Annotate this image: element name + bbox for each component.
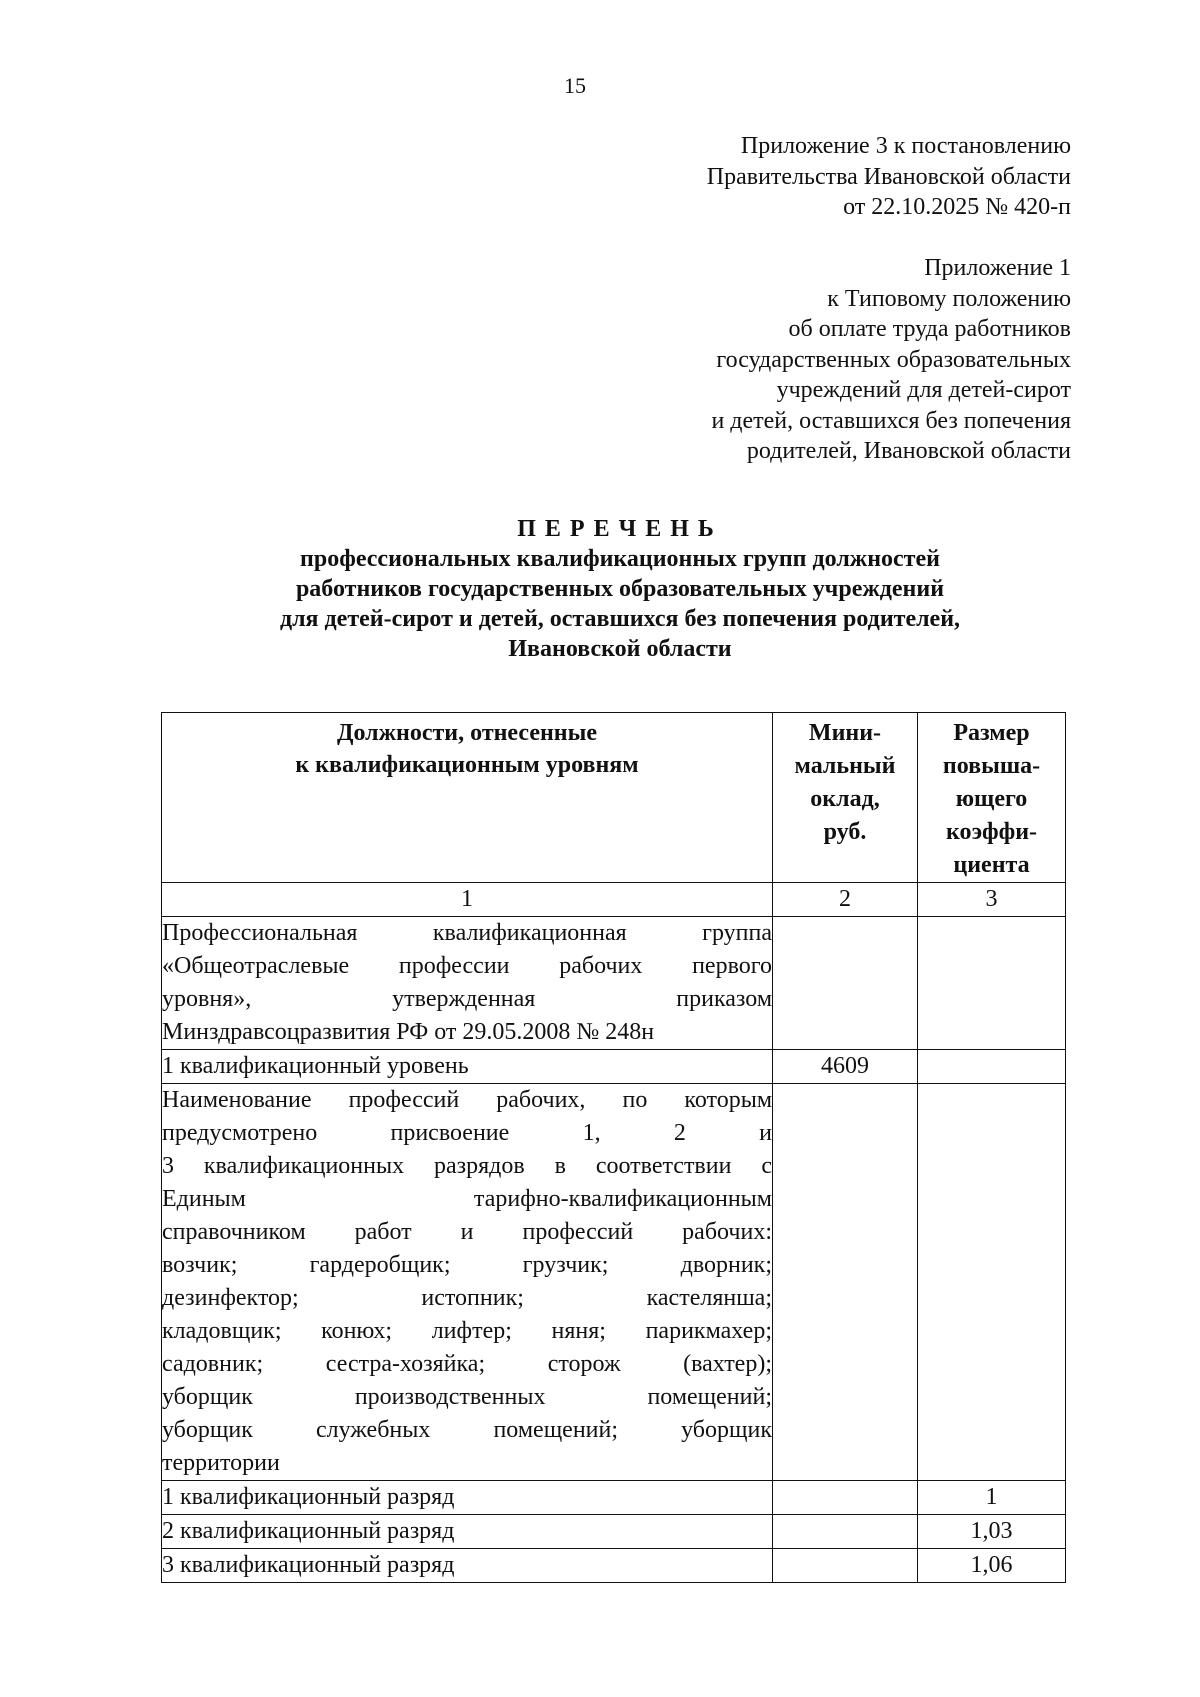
annex1-line: об оплате труда работников [788, 316, 1071, 342]
header-min-salary-line: мальный [794, 753, 896, 779]
grade-salary [773, 1515, 918, 1549]
professions-line: садовник; сестра-хозяйка; сторож (вахтер); [162, 1351, 772, 1377]
grade-name: 2 квалификационный разряд [162, 1515, 773, 1549]
header-coefficient-line: ющего [955, 786, 1028, 812]
column-number: 2 [773, 883, 918, 917]
header-min-salary [773, 713, 918, 883]
header-positions-line: к квалификационным уровням [295, 752, 639, 778]
annex1-line: родителей, Ивановской области [746, 438, 1071, 464]
column-number: 3 [918, 883, 1066, 917]
header-min-salary-line: оклад, [810, 786, 880, 812]
header-min-salary-line: Мини- [808, 720, 882, 746]
grade-name: 3 квалификационный разряд [162, 1549, 773, 1583]
annex3-reference [707, 131, 1071, 223]
professions-line: территории [162, 1450, 280, 1476]
header-coefficient-line: коэффи- [945, 819, 1038, 845]
group-title-line: Профессиональная квалификационная группа [162, 920, 772, 946]
column-number-row [162, 883, 1066, 917]
annex3-line: Приложение 3 к постановлению [740, 133, 1071, 159]
professions-line: 3 квалификационных разрядов в соответствии с [162, 1153, 772, 1179]
qualification-table [161, 712, 1066, 1583]
document-title [0, 514, 1200, 664]
group-title-line: Минздравсоцразвития РФ от 29.05.2008 № 248н [162, 1019, 655, 1045]
annex1-line: государственных образовательных [716, 346, 1071, 373]
grade-coefficient: 1 [918, 1481, 1066, 1515]
header-coefficient [918, 713, 1066, 883]
empty-cell [918, 917, 1066, 1050]
title-line: работников государственных образовательных учреждений [295, 576, 945, 602]
annex1-line: учреждений для детей-сирот [776, 377, 1071, 403]
title-line: Ивановской области [508, 636, 732, 662]
table-row [162, 917, 1066, 1050]
professions-cell [162, 1084, 773, 1481]
title-line: для детей-сирот и детей, оставшихся без попечения родителей, [279, 606, 961, 632]
header-coefficient-line: Размер [953, 720, 1030, 746]
group-title-line: уровня», утвержденная приказом [162, 986, 772, 1012]
professions-line: кладовщик; конюх; лифтер; няня; парикмахер; [162, 1318, 772, 1344]
level-name: 1 квалификационный уровень [162, 1050, 773, 1084]
header-positions-line: Должности, отнесенные [336, 720, 598, 746]
grade-salary [773, 1481, 918, 1515]
grade-salary [773, 1549, 918, 1583]
professions-line: Наименование профессий рабочих, по которым [162, 1087, 772, 1113]
table-row [162, 1515, 1066, 1549]
title-heading: ПЕРЕЧЕНЬ [517, 516, 723, 542]
title-line: профессиональных квалификационных групп должностей [300, 546, 940, 572]
table-row [162, 1084, 1066, 1481]
level-salary: 4609 [773, 1050, 918, 1084]
group-title-line: «Общеотраслевые профессии рабочих первого [162, 953, 772, 979]
empty-cell [918, 1084, 1066, 1481]
annex1-line: Приложение 1 [924, 255, 1071, 281]
table-row [162, 1549, 1066, 1583]
annex1-line: к Типовому положению [827, 285, 1071, 312]
professions-line: дезинфектор; истопник; кастелянша; [162, 1285, 772, 1311]
empty-cell [773, 1084, 918, 1481]
table-row [162, 1050, 1066, 1084]
header-positions [162, 713, 773, 883]
column-number: 1 [162, 883, 773, 917]
grade-name: 1 квалификационный разряд [162, 1481, 773, 1515]
group-title-cell [162, 917, 773, 1050]
annex1-reference [711, 253, 1071, 467]
professions-line: Единым тарифно-квалификационным [162, 1186, 772, 1212]
professions-line: предусмотрено присвоение 1, 2 и [162, 1120, 772, 1146]
grade-coefficient: 1,03 [918, 1515, 1066, 1549]
professions-line: возчик; гардеробщик; грузчик; дворник; [162, 1252, 772, 1278]
empty-cell [773, 917, 918, 1050]
table-header-row [162, 713, 1066, 883]
annex1-line: и детей, оставшихся без попечения [711, 407, 1071, 434]
professions-line: справочником работ и профессий рабочих: [162, 1219, 772, 1245]
level-coefficient [918, 1050, 1066, 1084]
header-min-salary-line: руб. [823, 819, 867, 845]
professions-line: уборщик производственных помещений; [162, 1384, 772, 1410]
annex3-line: Правительства Ивановской области [706, 163, 1071, 190]
annex3-line: от 22.10.2025 № 420-п [843, 194, 1071, 220]
grade-coefficient: 1,06 [918, 1549, 1066, 1583]
header-coefficient-line: циента [953, 852, 1030, 878]
page-number: 15 [564, 73, 586, 98]
header-coefficient-line: повыша- [942, 753, 1041, 779]
table-row [162, 1481, 1066, 1515]
professions-line: уборщик служебных помещений; уборщик [162, 1417, 772, 1443]
